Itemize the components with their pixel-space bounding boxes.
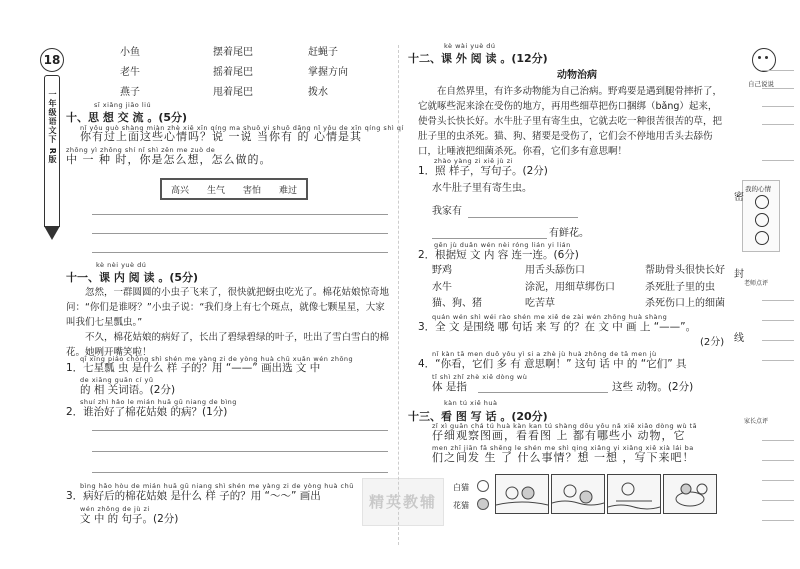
cat-in-water-icon bbox=[552, 475, 604, 513]
q12-s2-pinyin: gēn jù duǎn wén nèi róng lián yi lián bbox=[434, 241, 571, 249]
example-sentence: 水牛肚子里有寄生虫。 bbox=[432, 183, 532, 194]
cat-icon bbox=[477, 498, 489, 510]
teacher-comment-label: 老师点评 bbox=[744, 280, 769, 287]
match-method[interactable]: 用舌头舔伤口 bbox=[525, 265, 585, 276]
mood-box bbox=[742, 180, 780, 252]
q10-line2-pinyin: zhōng yì zhǒng shí nǐ shì zěn me zuò de bbox=[66, 146, 216, 154]
fold-mark: 线 bbox=[734, 333, 744, 344]
match-method[interactable]: 涂泥，用细草绑伤口 bbox=[525, 282, 615, 293]
page-number-badge bbox=[40, 48, 64, 72]
q12-s3-score: (2分) bbox=[700, 337, 725, 348]
answer-line[interactable] bbox=[92, 233, 388, 234]
q12-s3-pinyin: quán wén shì wéi rào shén me xiě de zài wén zhōng huà shàng bbox=[432, 313, 668, 321]
fill-line[interactable] bbox=[468, 217, 578, 218]
match-animal[interactable]: 水牛 bbox=[432, 282, 452, 293]
comment-line[interactable] bbox=[762, 70, 794, 71]
page-number: 18 bbox=[43, 53, 61, 67]
emotion-word: 难过 bbox=[278, 185, 297, 196]
q12-s2: 2．根据短 文 内 容 连一连。(6分) bbox=[418, 249, 579, 261]
fill-line[interactable] bbox=[432, 238, 547, 239]
comment-line[interactable] bbox=[762, 300, 794, 301]
fill-suffix: 有鲜花。 bbox=[549, 228, 589, 239]
label-white-cat: 白猫 bbox=[453, 483, 469, 492]
self-talk-label: 自己说说 bbox=[748, 80, 774, 88]
comment-line[interactable] bbox=[762, 500, 794, 501]
q11-s1b-pinyin: de xiāng guān cí yǔ bbox=[80, 376, 154, 384]
q10-line1-pinyin: nǐ yǒu guò shàng miàn zhè xiē xīn qíng ma shuō yi shuō dāng nǐ yǒu de xīn qíng shì qí bbox=[80, 124, 404, 132]
comment-line[interactable] bbox=[762, 124, 794, 125]
emotion-word: 生气 bbox=[206, 185, 225, 196]
watermark-stamp bbox=[362, 478, 444, 526]
q11-s3-pinyin: bìng hǎo hòu de mián huā gū niang shì shén me yàng zi de yòng huà chū bbox=[80, 482, 354, 490]
answer-line[interactable] bbox=[92, 451, 388, 452]
cat-icon bbox=[477, 480, 489, 492]
match-effect[interactable]: 帮助骨头很快长好 bbox=[645, 265, 725, 276]
sidebar bbox=[740, 40, 798, 550]
q13-line1-pinyin: zǐ xì guān chá tú huà kàn kan tú shàng dōu yǒu nǎ xiē xiǎo dòng wù tā bbox=[432, 422, 698, 430]
parent-comment-label: 家长点评 bbox=[744, 418, 769, 425]
match-effect[interactable]: 杀死肚子里的虫 bbox=[645, 282, 715, 293]
q12-s1-pinyin: zhào yàng zi xiě jù zi bbox=[434, 157, 513, 165]
q11-s2-pinyin: shuí zhì hǎo le mián huā gū niang de bìng bbox=[80, 398, 237, 406]
vocab-cell: 老牛 bbox=[120, 67, 140, 78]
comment-line[interactable] bbox=[762, 360, 794, 361]
comic-panel-1 bbox=[495, 474, 549, 514]
neutral-face-icon[interactable] bbox=[755, 213, 769, 227]
comment-line[interactable] bbox=[762, 440, 794, 441]
answer-line[interactable] bbox=[92, 472, 388, 473]
q13-line1: 仔细观察图画，看看图 上 都有哪些小 动物，它 bbox=[432, 429, 686, 442]
emotion-word: 害怕 bbox=[242, 185, 261, 196]
match-animal[interactable]: 野鸡 bbox=[432, 265, 452, 276]
q10-line1: 你有过上面这些心情吗？说 一说 当你有 的 心情是其 bbox=[80, 130, 362, 143]
q11-passage-2: 不久，棉花姑娘的病好了，长出了碧绿碧绿的叶子，吐出了雪白雪白的棉花。她咧开嘴笑啦！ bbox=[66, 332, 390, 358]
fill-line[interactable] bbox=[478, 392, 608, 393]
comment-line[interactable] bbox=[762, 520, 794, 521]
sad-face-icon[interactable] bbox=[755, 231, 769, 245]
comic-panel-3 bbox=[607, 474, 661, 514]
comment-line[interactable] bbox=[762, 460, 794, 461]
q11-s2: 2．谁治好了棉花姑娘 的病？(1分) bbox=[66, 406, 228, 418]
comment-line[interactable] bbox=[762, 88, 794, 89]
emotion-box bbox=[160, 178, 308, 200]
comment-line[interactable] bbox=[762, 106, 794, 107]
q12-s4c: 这些 动物。(2分) bbox=[612, 381, 694, 393]
fold-mark: 封 bbox=[734, 269, 744, 280]
vocab-cell: 摇着尾巴 bbox=[213, 67, 253, 78]
match-method[interactable]: 吃苦草 bbox=[525, 298, 555, 309]
vocab-cell: 赶蝇子 bbox=[308, 47, 338, 58]
q11-pinyin: kè nèi yuè dú bbox=[96, 261, 147, 269]
q12-title: 十二、课 外 阅 读 。(12分) bbox=[408, 52, 548, 65]
q11-passage-1: 忽然，一群圆圆的小虫子飞来了，很快就把蚜虫吃光了。棉花姑娘惊奇地问：“你们是谁呀？”小虫子说：“我们身上有七个斑点，就像七颗星星，大家叫我们七星瓢虫。” bbox=[66, 287, 390, 328]
q11-s1b: 的 相 关词语。(2分) bbox=[80, 384, 176, 396]
q12-s3: 3．全 文 是围绕 哪 句话 来 写 的？在 文 中 画 上 “——”。 bbox=[418, 321, 697, 333]
vocab-cell: 燕子 bbox=[120, 87, 140, 98]
answer-line[interactable] bbox=[92, 430, 388, 431]
mood-label: 我的心情 bbox=[745, 185, 771, 193]
q11-title: 十一、课 内 阅 读 。(5分) bbox=[66, 271, 199, 284]
pencil-tip-icon bbox=[44, 226, 60, 240]
q12-s4b-pinyin: tǐ shì zhǐ zhè xiē dòng wù bbox=[432, 373, 528, 381]
q12-s1: 1．照 样子，写句子。(2分) bbox=[418, 165, 548, 177]
q10-title: 十、思 想 交 流 。(5分) bbox=[66, 111, 188, 124]
q12-s4-pinyin: nǐ kàn tā men duō yǒu yì si a zhè jù huà zhōng de tā men jù bbox=[432, 350, 657, 358]
match-effect[interactable]: 杀死伤口上的细菌 bbox=[645, 298, 725, 309]
comment-line[interactable] bbox=[762, 160, 794, 161]
q11-s3b-pinyin: wén zhōng de jù zi bbox=[80, 505, 150, 513]
q11-s3: 3．病好后的棉花姑娘 是什么 样 子的？用 “～～” 画出 bbox=[66, 490, 321, 502]
emotion-word: 高兴 bbox=[170, 185, 189, 196]
q11-s1: 1．七星瓢 虫 是什么 样 子的？用 “——” 画出选 文 中 bbox=[66, 362, 321, 374]
fold-mark: 密 bbox=[734, 192, 744, 203]
comment-line[interactable] bbox=[762, 480, 794, 481]
q13-line2: 们之间发 生 了 什么事情？想 一想 ，写下来吧！ bbox=[432, 451, 695, 464]
comic-panel-4 bbox=[663, 474, 717, 514]
q12-s4b: 体 是指 bbox=[432, 381, 467, 393]
page-divider bbox=[398, 45, 399, 545]
comment-line[interactable] bbox=[762, 340, 794, 341]
q11-s1-pinyin: qī xīng piáo chóng shì shén me yàng zi de yòng huà chū xuǎn wén zhōng bbox=[80, 355, 354, 363]
grade-tag bbox=[44, 75, 60, 227]
q13-pinyin: kàn tú xiě huà bbox=[444, 399, 498, 407]
label-tabby-cat: 花猫 bbox=[453, 501, 469, 510]
vocab-cell: 拨水 bbox=[308, 87, 328, 98]
match-animal[interactable]: 猫、狗、猪 bbox=[432, 298, 482, 309]
q10-line2: 中 一 种 时，你是怎么想，怎么做的。 bbox=[66, 153, 272, 166]
q13-line2-pinyin: men zhī jiān fā shēng le shén me shì qing xiǎng yi xiǎng xiě xià lái ba bbox=[432, 444, 694, 452]
comment-line[interactable] bbox=[762, 320, 794, 321]
q13-title: 十三、看 图 写 话 。(20分) bbox=[408, 410, 548, 423]
vocab-cell: 掌握方向 bbox=[308, 67, 348, 78]
q10-pinyin: sī xiǎng jiāo liú bbox=[94, 101, 152, 109]
happy-face-icon[interactable] bbox=[755, 195, 769, 209]
vocab-cell: 摆着尾巴 bbox=[213, 47, 253, 58]
vocab-cell: 甩着尾巴 bbox=[213, 87, 253, 98]
q12-pinyin: kè wài yuè dú bbox=[444, 42, 496, 50]
watermark-text: 精英教辅 bbox=[368, 493, 437, 511]
cats-on-bank-icon bbox=[496, 475, 548, 513]
vocab-cell: 小鱼 bbox=[120, 47, 140, 58]
grade-tag-label: 一年级语文下 R版 bbox=[48, 90, 57, 164]
comic-panel-2 bbox=[551, 474, 605, 514]
duck-carrying-cat-icon bbox=[664, 475, 716, 513]
q12-s4: 4．“你看，它们 多 有 意思啊！” 这句 话 中 的 “它们” 具 bbox=[418, 358, 687, 370]
fill-prefix: 我家有 bbox=[432, 206, 462, 217]
answer-line[interactable] bbox=[92, 214, 388, 215]
story-text: 在自然界里，有许多动物能为自己治病。野鸡要是遇到腿骨摔折了，它就啄些泥来涂在受伤的地方，再用些细草把伤口捆绑（bǎng）起来，使骨头长快长好。水牛肚子里有寄生虫，它就去吃一种很苦很苦的草，把肚子里的虫杀死。猫、狗、猪要是受伤了，它们会不停地用舌头去舔伤口，让唾液把细菌杀死。你看，它们多有意思啊！ bbox=[418, 86, 723, 157]
cat-rescue-icon bbox=[608, 475, 660, 513]
q11-s3b: 文 中 的 句子。(2分) bbox=[80, 513, 179, 525]
answer-line[interactable] bbox=[92, 252, 388, 253]
mascot-icon bbox=[752, 48, 776, 72]
story-title: 动物治病 bbox=[557, 70, 597, 81]
